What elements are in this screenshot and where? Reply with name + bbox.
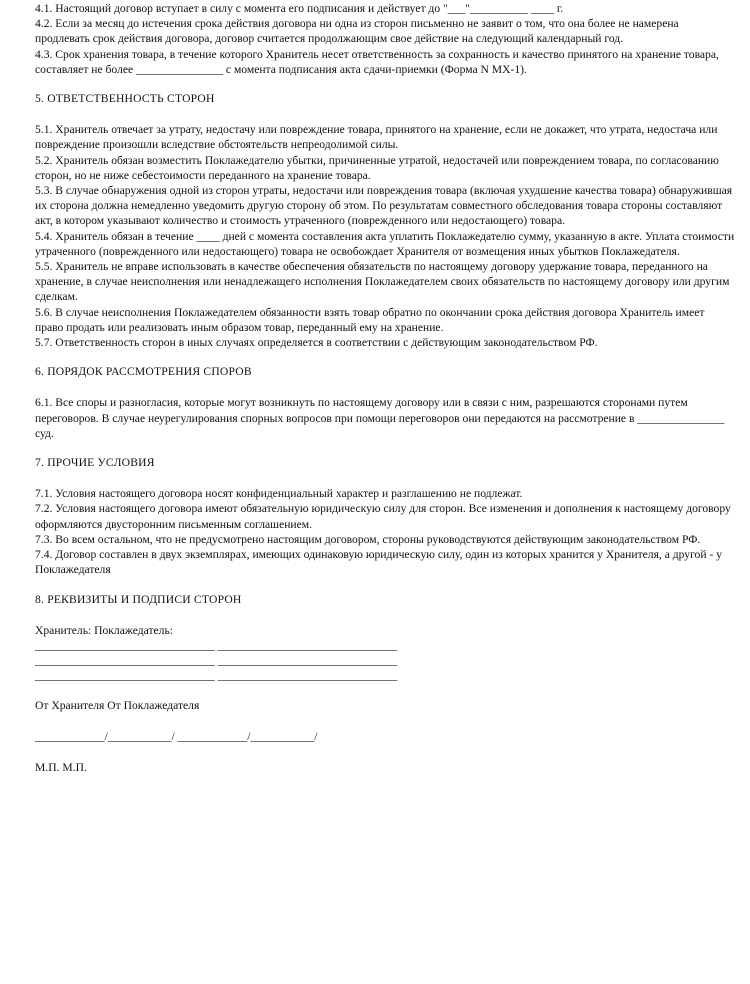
clause-5-2: 5.2. Хранитель обязан возместить Поклажедателю убытки, причиненные утратой, недостачей или повреждением товара, по согласованию сторон, но не ниже себестоимости переданного на хранение товара. bbox=[35, 153, 719, 182]
document-page bbox=[35, 0, 735, 775]
clause-7-3: 7.3. Во всем остальном, что не предусмотрено настоящим договором, стороны руководствуются действующим законодательством РФ. bbox=[35, 532, 701, 546]
stamp-places: М.П. М.П. bbox=[35, 760, 87, 774]
clause-7-4: 7.4. Договор составлен в двух экземплярах, имеющих одинаковую юридическую силу, один из которых хранится у Хранителя, а другой - у Поклажедателя bbox=[35, 548, 723, 577]
section-8-title: 8. РЕКВИЗИТЫ И ПОДПИСИ СТОРОН bbox=[35, 592, 242, 606]
requisites-line-1: _______________________________ _______________________________ bbox=[35, 638, 398, 652]
parties-label: Хранитель: Поклажедатель: bbox=[35, 623, 173, 637]
section-7-title: 7. ПРОЧИЕ УСЛОВИЯ bbox=[35, 456, 155, 470]
clause-5-4: 5.4. Хранитель обязан в течение ____ дней с момента составления акта уплатить Поклажедателю сумму, указанную в акте. Уплата стоимости утраченного (поврежденного или недостающего) товара не освобождает Хранителя от возмещения иных убытков Поклажедателя. bbox=[35, 229, 735, 258]
clause-5-6: 5.6. В случае неисполнения Поклажедателем обязанности взять товар обратно по окончании срока действия договора Хранитель имеет право продать или реализовать иным образом товар, переданный ему на хранение. bbox=[35, 305, 705, 334]
section-5-title: 5. ОТВЕТСТВЕННОСТЬ СТОРОН bbox=[35, 92, 215, 106]
clause-7-1: 7.1. Условия настоящего договора носят конфиденциальный характер и разглашению не подлежат. bbox=[35, 487, 523, 501]
clause-7-2: 7.2. Условия настоящего договора имеют обязательную юридическую силу для сторон. Все изменения и дополнения к настоящему договору оформляются двусторонним письменным соглашением. bbox=[35, 502, 731, 531]
clause-5-5: 5.5. Хранитель не вправе использовать в качестве обеспечения обязательств по настоящему договору удержание товара, переданного на хранение, в случае неисполнения или ненадлежащего исполнения Поклажедателем своих обязательств по настоящему договору или другим сделкам. bbox=[35, 260, 730, 304]
requisites-line-2: _______________________________ _______________________________ bbox=[35, 654, 398, 668]
clause-5-3: 5.3. В случае обнаружения одной из сторон утраты, недостачи или повреждения товара (включая ухудшение качества товара) обнаружившая их сторона должна немедленно уведомить другую сторону об этом. По результатам совместного обследования товара стороны составляют акт, в котором указывают количество и стоимость утраченного (поврежденного или недостающего) товара. bbox=[35, 184, 733, 228]
clause-4-2: 4.2. Если за месяц до истечения срока действия договора ни одна из сторон письменно не заявит о том, что она более не намерена продлевать срок действия договора, договор считается продолжающим свое действие на следующий календарный год. bbox=[35, 17, 679, 46]
signatories-label: От Хранителя От Поклажедателя bbox=[35, 698, 200, 712]
clause-5-7: 5.7. Ответственность сторон в иных случаях определяется в соответствии с действующим законодательством РФ. bbox=[35, 336, 598, 350]
clause-6-1: 6.1. Все споры и разногласия, которые могут возникнуть по настоящему договору или в связи с ним, разрешаются сторонами путем переговоров. В случае неурегулирования спорных вопросов при помощи переговоров они передаются на рассмотрение в _______________ суд. bbox=[35, 396, 725, 440]
signature-lines: ____________/___________/ ____________/___________/ bbox=[35, 729, 318, 743]
clause-5-1: 5.1. Хранитель отвечает за утрату, недостачу или повреждение товара, принятого на хранение, если не докажет, что утрата, недостача или повреждение произошли вследствие обстоятельств непреодолимой силы. bbox=[35, 123, 718, 152]
requisites-line-3: _______________________________ _______________________________ bbox=[35, 669, 398, 683]
section-6-title: 6. ПОРЯДОК РАССМОТРЕНИЯ СПОРОВ bbox=[35, 365, 252, 379]
clause-4-1: 4.1. Настоящий договор вступает в силу с момента его подписания и действует до "___"__________ ____ г. bbox=[35, 2, 564, 15]
clause-4-3: 4.3. Срок хранения товара, в течение которого Хранитель несет ответственность за сохранность и качество принятого на хранение товара, составляет не более _______________ с момента подписания акта сдачи-приемки (Форма N МХ-1). bbox=[35, 47, 719, 76]
